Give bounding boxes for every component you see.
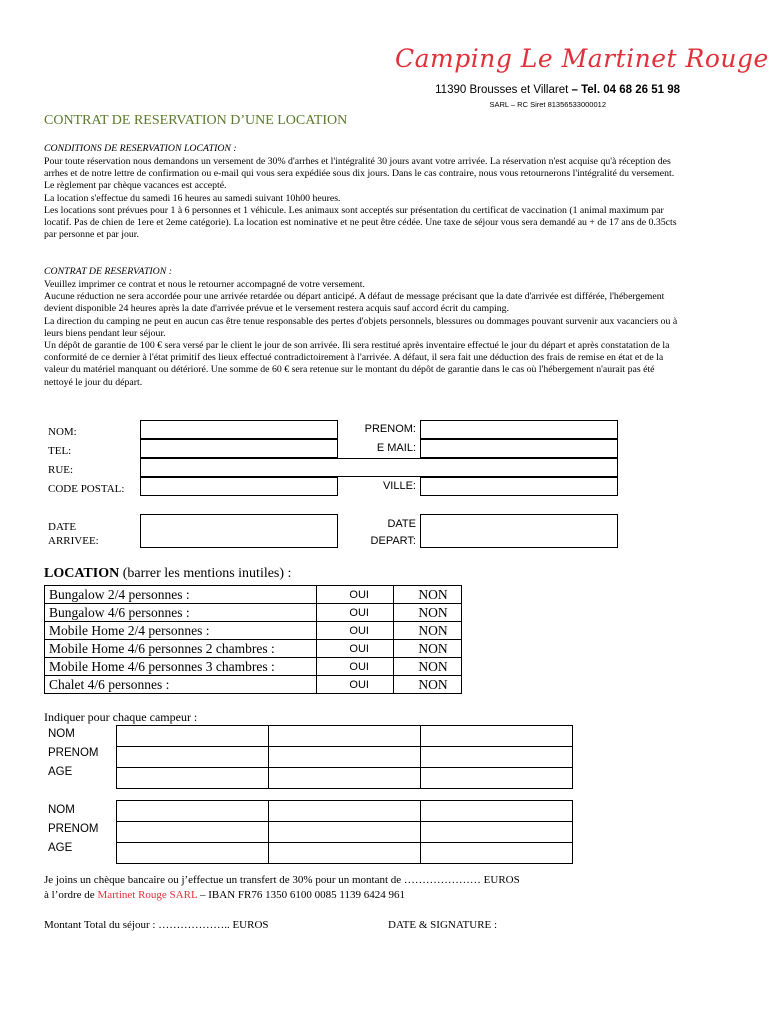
location-label: Mobile Home 4/6 personnes 3 chambres : — [45, 658, 317, 676]
nom-label: NOM: — [48, 426, 77, 438]
conditions-paragraph: Les locations sont prévues pour 1 à 6 personnes et 1 véhicule. Les animaux sont acceptés sur présentation du certificat de vaccination (1 animal maximum par locatif. Pas de chien de 1ere et 2eme catégorie). La location est nominative et ne peut être cédée. Une taxe de séjour vous sera demandé au + de 17 ans de 0.35cts par personne et par jour. — [44, 204, 677, 241]
camper1-age-label: AGE — [48, 766, 73, 778]
location-label: Bungalow 2/4 personnes : — [45, 586, 317, 604]
camper1-nom-label: NOM — [48, 728, 75, 740]
conditions-paragraph: Pour toute réservation nous demandons un versement de 30% d'arrhes et l'intégralité 30 jours avant votre arrivée. La réservation n'est acquise qu'à réception des arrhes et de notre lettre de confirmation ou e-mail qui vous sera expédiée sous dix jours. Dans le cas contraire, nous vous retournerons l'intégralité du versement. Le règlement par chèque vacances est accepté. — [44, 156, 675, 192]
camper-cell[interactable] — [117, 801, 269, 822]
date-arrivee-label-line: ARRIVEE: — [48, 535, 99, 547]
non-option[interactable]: NON — [394, 658, 462, 676]
location-table — [44, 585, 462, 694]
siret-number: SARL – RC Siret 81356533000012 — [489, 100, 606, 109]
oui-option[interactable]: OUI — [317, 604, 394, 622]
camper-cell[interactable] — [421, 747, 573, 768]
conditions-text — [44, 156, 681, 241]
date-depart-label — [340, 516, 416, 550]
date-arrivee-label — [48, 520, 99, 548]
prenom-label: PRENOM: — [364, 423, 416, 435]
contract-paragraph: Aucune réduction ne sera accordée pour une arrivée retardée ou départ anticipé. A défaut de message précisant que la date d'arrivée est différée, l'hébergement devient disponible 24 heures après la date d'arrivée prévue et le versement restera acquis sauf accord écrit du camping. — [44, 291, 665, 315]
date-depart-field[interactable] — [420, 514, 618, 548]
camper-cell[interactable] — [269, 822, 421, 843]
camper-cell[interactable] — [269, 843, 421, 864]
oui-option[interactable]: OUI — [317, 658, 394, 676]
non-option[interactable]: NON — [394, 622, 462, 640]
contract-heading: CONTRAT DE RESERVATION : — [44, 266, 172, 277]
camper-cell[interactable] — [269, 801, 421, 822]
campers-intro: Indiquer pour chaque campeur : — [44, 710, 198, 724]
rue-label: RUE: — [48, 464, 74, 476]
camper-cell[interactable] — [421, 843, 573, 864]
location-row — [45, 676, 462, 694]
conditions-paragraph: La location s'effectue du samedi 16 heures au samedi suivant 10h00 heures. — [44, 192, 341, 204]
location-label: Chalet 4/6 personnes : — [45, 676, 317, 694]
iban-text: – IBAN FR76 1350 6100 0085 1139 6424 961 — [197, 889, 405, 901]
date-depart-label-line: DEPART: — [370, 535, 416, 547]
camper-cell[interactable] — [269, 726, 421, 747]
conditions-heading: CONDITIONS DE RESERVATION LOCATION : — [44, 143, 237, 154]
camper2-table — [116, 800, 573, 864]
non-option[interactable]: NON — [394, 640, 462, 658]
camper-row — [117, 822, 573, 843]
location-label: Mobile Home 4/6 personnes 2 chambres : — [45, 640, 317, 658]
location-row — [45, 622, 462, 640]
camper-cell[interactable] — [421, 822, 573, 843]
non-option[interactable]: NON — [394, 604, 462, 622]
location-row — [45, 604, 462, 622]
code-postal-field[interactable] — [140, 477, 338, 496]
camping-address — [435, 84, 680, 96]
camper-row — [117, 843, 573, 864]
location-row — [45, 640, 462, 658]
oui-option[interactable]: OUI — [317, 640, 394, 658]
payment-order-line — [44, 889, 405, 901]
non-option[interactable]: NON — [394, 676, 462, 694]
nom-field[interactable] — [140, 420, 338, 439]
location-subtitle: (barrer les mentions inutiles) : — [122, 566, 292, 581]
email-field[interactable] — [420, 439, 618, 458]
camper-cell[interactable] — [421, 801, 573, 822]
code-postal-label: CODE POSTAL: — [48, 483, 125, 495]
email-label: E MAIL: — [376, 442, 416, 454]
location-row — [45, 658, 462, 676]
contract-title: CONTRAT DE RESERVATION D’UNE LOCATION — [44, 113, 348, 128]
date-arrivee-field[interactable] — [140, 514, 338, 548]
camper-cell[interactable] — [117, 822, 269, 843]
payment-line: Je joins un chèque bancaire ou j’effectue un transfert de 30% pour un montant de ………………… EUROS — [44, 874, 520, 886]
location-label: Mobile Home 2/4 personnes : — [45, 622, 317, 640]
camper-cell[interactable] — [269, 768, 421, 789]
oui-option[interactable]: OUI — [317, 586, 394, 604]
contract-text — [44, 279, 681, 389]
camper-cell[interactable] — [117, 843, 269, 864]
tel-label: TEL: — [48, 445, 72, 457]
phone-number: – Tel. 04 68 26 51 98 — [571, 84, 680, 96]
signature-label: DATE & SIGNATURE : — [388, 919, 498, 931]
prenom-field[interactable] — [420, 420, 618, 439]
location-label: Bungalow 4/6 personnes : — [45, 604, 317, 622]
camper-row — [117, 801, 573, 822]
camper-cell[interactable] — [117, 747, 269, 768]
oui-option[interactable]: OUI — [317, 676, 394, 694]
rue-field[interactable] — [140, 458, 618, 477]
camper-row — [117, 747, 573, 768]
contract-paragraph: Veuillez imprimer ce contrat et nous le retourner accompagné de votre versement. — [44, 279, 365, 290]
camper-cell[interactable] — [269, 747, 421, 768]
non-option[interactable]: NON — [394, 586, 462, 604]
ville-field[interactable] — [420, 477, 618, 496]
location-title — [44, 566, 291, 582]
camper-cell[interactable] — [421, 726, 573, 747]
camper-row — [117, 768, 573, 789]
location-title-bold: LOCATION — [44, 566, 120, 581]
camper2-age-label: AGE — [48, 842, 73, 854]
contract-paragraph: La direction du camping ne peut en aucun cas être tenue responsable des pertes d'objets personnels, blessures ou dommages pouvant survenir aux vacanciers ou à leurs biens pendant leur séjour. — [44, 315, 678, 339]
total-amount-line: Montant Total du séjour : ……………….. EUROS — [44, 919, 269, 931]
camper1-table — [116, 725, 573, 789]
camper-row — [117, 726, 573, 747]
camper2-prenom-label: PRENOM — [48, 823, 99, 835]
camper-cell[interactable] — [117, 726, 269, 747]
tel-field[interactable] — [140, 439, 338, 458]
contract-paragraph: Un dépôt de garantie de 100 € sera versé par le client le jour de son arrivée. Ili sera restitué après inventaire effectué le jour du départ et après constatation de la conformité de ce dernier à l'état primitif des lieux effectué contradictoirement à l'arrivée. A défaut, il sera fait une déduction des frais de remise en état et de la valeur du matériel manquant ou détérioré. Une somme de 60 € sera retenue sur le montant du dépôt de garantie dans le cas où l'hébergement n'aurait pas été nettoyé le jour du départ. — [44, 340, 670, 388]
camper-cell[interactable] — [421, 768, 573, 789]
camping-logo: Camping Le Martinet Rouge — [395, 44, 769, 73]
camper-cell[interactable] — [117, 768, 269, 789]
oui-option[interactable]: OUI — [317, 622, 394, 640]
date-depart-label-line: DATE — [387, 518, 416, 530]
date-arrivee-label-line: DATE — [48, 521, 77, 533]
order-prefix: à l’ordre de — [44, 889, 98, 901]
camper1-prenom-label: PRENOM — [48, 747, 99, 759]
ville-label: VILLE: — [382, 480, 416, 492]
camper2-nom-label: NOM — [48, 804, 75, 816]
location-row — [45, 586, 462, 604]
address-text: 11390 Brousses et Villaret — [435, 84, 569, 96]
company-name: Martinet Rouge SARL — [97, 889, 198, 901]
